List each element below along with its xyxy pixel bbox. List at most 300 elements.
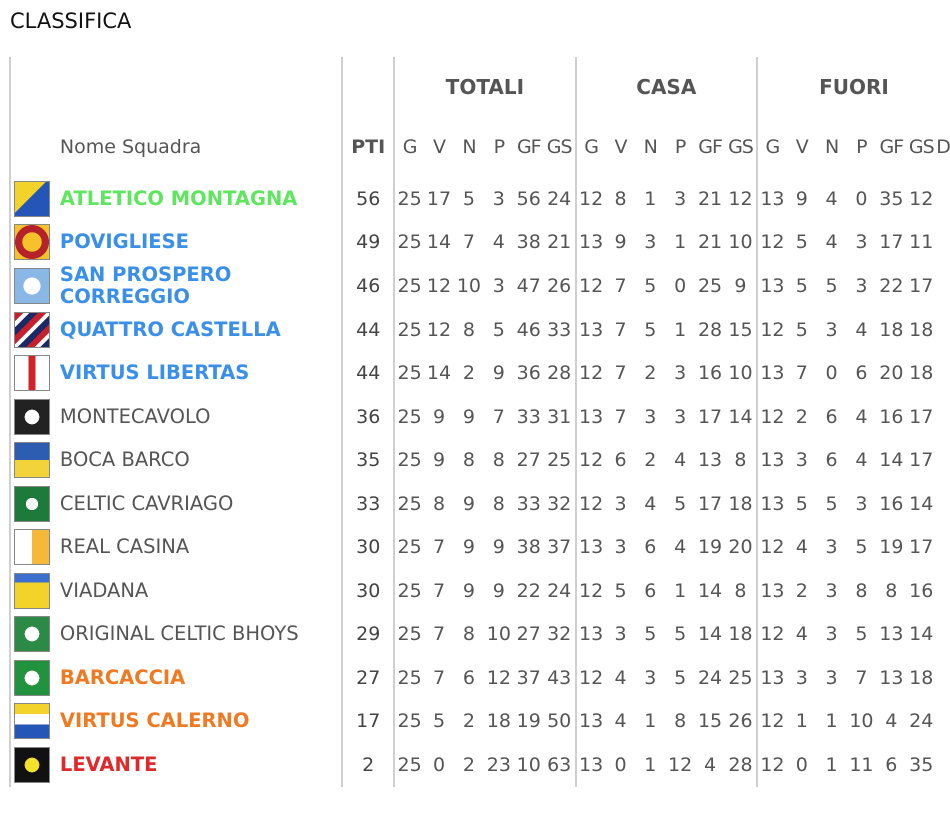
tot-p-value: 5 (492, 318, 505, 341)
casa-v-value: 6 (614, 449, 627, 472)
casa-v-value: 7 (614, 318, 627, 341)
logo-header-cell (10, 57, 54, 117)
casa-gs-value: 28 (728, 753, 753, 776)
fuori-gs-value: 24 (909, 710, 934, 733)
logo-column-header (10, 117, 54, 177)
casa-p-value: 4 (674, 536, 687, 559)
san-prospero-crest-icon (14, 268, 50, 304)
team-name[interactable]: LEVANTE (59, 752, 158, 776)
fuori-n-value: 0 (825, 362, 838, 385)
tot-gs-value: 24 (547, 187, 572, 210)
fuori-v-value: 5 (795, 318, 808, 341)
table-row (10, 482, 950, 526)
tot-g-value: 25 (394, 526, 424, 570)
table-row (10, 569, 950, 613)
extra-cell (936, 395, 950, 439)
extra-cell (936, 177, 950, 221)
tot-p-value: 12 (486, 666, 511, 689)
fuori-gf-value: 6 (885, 753, 898, 776)
tot-v-value: 12 (426, 275, 452, 297)
totali-g-column-header: G (394, 117, 424, 177)
team-points: 17 (342, 700, 394, 744)
fuori-p-column-header: P (856, 136, 867, 158)
fuori-p-value: 10 (849, 710, 874, 733)
team-points: 27 (342, 656, 394, 700)
casa-g-value: 13 (576, 613, 606, 657)
casa-n-value: 2 (644, 362, 657, 385)
quattro-castella-crest-icon (14, 312, 50, 348)
fuori-p-value: 5 (855, 623, 868, 646)
table-row (10, 177, 950, 221)
fuori-p-value: 3 (855, 275, 868, 297)
team-name: BOCA BARCO (59, 448, 190, 472)
team-name: CELTIC CAVRIAGO (59, 491, 234, 515)
tot-n-value: 8 (462, 318, 475, 341)
extra-column-header: D (936, 136, 950, 158)
team-name[interactable]: VIRTUS LIBERTAS (59, 361, 250, 385)
casa-gf-value: 15 (697, 710, 723, 733)
table-row (10, 613, 950, 657)
extra-cell (936, 743, 950, 787)
atletico-montagna-crest-icon (14, 181, 50, 217)
tot-n-value: 9 (462, 536, 475, 559)
casa-v-value: 9 (614, 231, 627, 254)
extra-cell (936, 656, 950, 700)
team-points: 46 (342, 264, 394, 308)
tot-p-value: 3 (492, 187, 505, 210)
fuori-gf-value: 13 (879, 666, 904, 689)
fuori-g-value: 12 (757, 613, 787, 657)
fuori-p-value: 7 (855, 666, 868, 689)
boca-barco-crest-icon (14, 442, 50, 478)
casa-v-value: 7 (614, 362, 627, 385)
tot-gf-value: 27 (516, 449, 541, 472)
fuori-n-value: 4 (825, 231, 838, 254)
tot-v-value: 12 (426, 318, 452, 341)
casa-g-column-header: G (576, 117, 606, 177)
tot-p-value: 3 (492, 275, 505, 297)
team-name[interactable]: ATLETICO MONTAGNA (59, 186, 298, 210)
fuori-v-value: 3 (795, 449, 808, 472)
tot-n-value: 5 (462, 187, 475, 210)
casa-v-value: 4 (614, 666, 627, 689)
fuori-gf-column-header: GF (879, 136, 904, 158)
fuori-v-value: 9 (795, 187, 808, 210)
extra-cell (936, 526, 950, 570)
barcaccia-crest-icon (14, 660, 50, 696)
group-casa: CASA (576, 57, 757, 117)
tot-v-value: 8 (432, 492, 446, 515)
fuori-gf-value: 19 (879, 536, 904, 559)
fuori-p-value: 3 (855, 492, 868, 515)
team-points: 29 (342, 613, 394, 657)
fuori-p-value: 11 (849, 753, 874, 776)
table-row (10, 264, 950, 308)
fuori-n-value: 6 (825, 405, 838, 428)
casa-g-value: 12 (576, 439, 606, 483)
fuori-v-column-header: V (795, 136, 808, 158)
table-row (10, 395, 950, 439)
team-name[interactable]: SAN PROSPERO CORREGGIO (59, 264, 232, 308)
casa-n-value: 6 (644, 579, 657, 602)
fuori-gs-column-header: GS (908, 136, 934, 158)
fuori-gs-value: 14 (909, 492, 934, 515)
fuori-gf-value: 8 (885, 579, 898, 602)
casa-n-value: 5 (644, 275, 657, 297)
team-logo-cell (10, 700, 54, 744)
tot-gs-value: 43 (547, 666, 572, 689)
casa-n-value: 1 (644, 753, 657, 776)
casa-gf-value: 16 (697, 362, 723, 385)
casa-gf-value: 17 (697, 492, 723, 515)
team-name-column-header: Nome Squadra (59, 136, 202, 158)
casa-n-value: 5 (644, 623, 657, 646)
tot-gs-value: 25 (547, 449, 572, 472)
totali-gs-column-header: GS (546, 136, 572, 158)
levante-crest-icon (14, 747, 50, 783)
fuori-g-value: 12 (757, 743, 787, 787)
casa-v-value: 7 (614, 405, 627, 428)
extra-cell (936, 221, 950, 265)
fuori-n-value: 3 (825, 666, 838, 689)
fuori-g-value: 13 (757, 439, 787, 483)
fuori-gf-value: 14 (879, 449, 904, 472)
tot-n-value: 2 (462, 362, 475, 385)
fuori-gs-value: 17 (909, 275, 934, 297)
table-bottom-border (9, 794, 344, 795)
casa-v-value: 0 (614, 753, 627, 776)
tot-p-value: 10 (486, 623, 511, 646)
fuori-g-value: 12 (757, 221, 787, 265)
team-logo-cell (10, 569, 54, 613)
casa-g-value: 12 (576, 482, 606, 526)
fuori-n-value: 5 (825, 275, 838, 297)
fuori-v-value: 5 (795, 275, 808, 297)
casa-gf-value: 21 (697, 231, 723, 254)
fuori-gs-value: 18 (909, 666, 934, 689)
fuori-g-value: 13 (757, 482, 787, 526)
tot-n-value: 10 (456, 275, 482, 297)
tot-gf-value: 38 (516, 536, 541, 559)
extra-cell (936, 439, 950, 483)
fuori-v-value: 2 (795, 579, 808, 602)
tot-gs-value: 50 (547, 710, 572, 733)
fuori-n-value: 6 (825, 449, 838, 472)
original-celtic-bhoys-crest-icon (14, 616, 50, 652)
fuori-g-value: 13 (757, 656, 787, 700)
tot-gf-value: 27 (516, 623, 541, 646)
table-row (10, 308, 950, 352)
fuori-g-value: 12 (757, 308, 787, 352)
fuori-gf-value: 35 (879, 187, 904, 210)
fuori-gf-value: 16 (879, 405, 904, 428)
fuori-gf-value: 22 (879, 275, 904, 297)
fuori-gs-value: 18 (909, 362, 934, 385)
fuori-gf-value: 13 (879, 623, 904, 646)
casa-n-value: 1 (644, 710, 657, 733)
casa-v-value: 3 (614, 623, 627, 646)
team-logo-cell (10, 482, 54, 526)
team-points: 44 (342, 308, 394, 352)
casa-g-value: 12 (576, 656, 606, 700)
extra-cell (936, 700, 950, 744)
team-points: 35 (342, 439, 394, 483)
fuori-gf-value: 20 (879, 362, 904, 385)
fuori-n-value: 4 (825, 187, 838, 210)
table-row (10, 221, 950, 265)
fuori-g-column-header: G (757, 117, 787, 177)
casa-p-value: 5 (674, 492, 687, 515)
points-column-header: PTI (342, 117, 394, 177)
team-points: 49 (342, 221, 394, 265)
fuori-v-value: 7 (795, 362, 808, 385)
fuori-n-column-header: N (824, 136, 839, 158)
casa-gs-value: 18 (728, 492, 753, 515)
tot-n-value: 7 (462, 231, 475, 254)
casa-n-value: 3 (644, 666, 657, 689)
tot-g-value: 25 (394, 264, 424, 308)
tot-p-value: 9 (492, 536, 505, 559)
team-name[interactable]: VIRTUS CALERNO (59, 709, 250, 733)
casa-v-column-header: V (614, 136, 627, 158)
casa-n-value: 3 (644, 405, 657, 428)
table-row (10, 656, 950, 700)
team-points: 2 (342, 743, 394, 787)
fuori-n-value: 5 (825, 492, 838, 515)
tot-gf-value: 56 (516, 187, 541, 210)
tot-g-value: 25 (394, 352, 424, 396)
casa-g-value: 13 (576, 700, 606, 744)
casa-v-value: 5 (614, 579, 627, 602)
team-logo-cell (10, 395, 54, 439)
fuori-p-value: 4 (855, 449, 868, 472)
tot-gf-value: 33 (516, 405, 541, 428)
viadana-crest-icon (14, 573, 50, 609)
team-name[interactable]: BARCACCIA (59, 665, 186, 689)
tot-gs-value: 63 (547, 753, 572, 776)
fuori-n-value: 3 (825, 318, 838, 341)
extra-cell (936, 569, 950, 613)
team-logo-cell (10, 308, 54, 352)
casa-p-value: 8 (674, 710, 687, 733)
casa-p-value: 1 (674, 579, 687, 602)
tot-n-value: 9 (462, 492, 475, 515)
casa-gf-value: 14 (697, 623, 723, 646)
casa-g-value: 12 (576, 177, 606, 221)
tot-gs-value: 21 (547, 231, 572, 254)
casa-g-value: 13 (576, 308, 606, 352)
casa-p-column-header: P (674, 136, 686, 158)
casa-g-value: 13 (576, 221, 606, 265)
real-casina-crest-icon (14, 529, 50, 565)
fuori-gs-value: 14 (909, 623, 934, 646)
tot-v-value: 7 (432, 536, 446, 559)
tot-g-value: 25 (394, 743, 424, 787)
casa-p-value: 4 (674, 449, 687, 472)
tot-v-value: 7 (432, 666, 446, 689)
tot-g-value: 25 (394, 569, 424, 613)
fuori-p-value: 4 (855, 318, 868, 341)
casa-gf-value: 4 (704, 753, 717, 776)
fuori-p-value: 0 (855, 187, 868, 210)
casa-gs-value: 10 (728, 231, 753, 254)
tot-v-value: 5 (432, 710, 446, 733)
tot-v-value: 14 (426, 231, 452, 254)
casa-g-value: 13 (576, 743, 606, 787)
group-fuori: FUORI (757, 57, 950, 117)
fuori-gs-value: 12 (909, 187, 934, 210)
tot-g-value: 25 (394, 439, 424, 483)
team-logo-cell (10, 264, 54, 308)
virtus-calerno-crest-icon (14, 703, 50, 739)
casa-g-value: 12 (576, 569, 606, 613)
fuori-gf-value: 4 (885, 710, 898, 733)
column-header-row (10, 117, 950, 177)
casa-gs-column-header: GS (728, 136, 753, 158)
tot-n-value: 2 (462, 753, 475, 776)
casa-gf-value: 28 (697, 318, 723, 341)
casa-gs-value: 25 (728, 666, 753, 689)
casa-v-value: 3 (614, 536, 627, 559)
fuori-g-value: 12 (757, 395, 787, 439)
casa-v-value: 7 (614, 275, 627, 297)
casa-gf-value: 25 (697, 275, 723, 297)
povigliese-crest-icon (14, 224, 50, 260)
fuori-g-value: 13 (757, 264, 787, 308)
casa-n-value: 1 (644, 187, 657, 210)
casa-p-value: 5 (674, 623, 687, 646)
extra-cell (936, 352, 950, 396)
casa-p-value: 3 (674, 187, 687, 210)
team-name[interactable]: QUATTRO CASTELLA (59, 317, 281, 341)
team-logo-cell (10, 221, 54, 265)
extra-cell (936, 308, 950, 352)
fuori-v-value: 5 (795, 231, 808, 254)
casa-n-column-header: N (643, 136, 657, 158)
team-logo-cell (10, 352, 54, 396)
tot-gf-value: 10 (516, 753, 541, 776)
casa-gs-value: 18 (728, 623, 753, 646)
casa-v-value: 3 (614, 492, 627, 515)
casa-gs-value: 10 (728, 362, 753, 385)
casa-n-value: 4 (644, 492, 657, 515)
tot-p-value: 23 (486, 753, 511, 776)
casa-v-value: 4 (614, 710, 627, 733)
casa-gs-value: 14 (728, 405, 753, 428)
fuori-p-value: 3 (855, 231, 868, 254)
team-name: ORIGINAL CELTIC BHOYS (59, 622, 299, 646)
team-logo-cell (10, 613, 54, 657)
team-name[interactable]: POVIGLIESE (59, 230, 189, 254)
name-header-spacer (54, 57, 342, 117)
fuori-gf-value: 18 (879, 318, 904, 341)
casa-gf-value: 24 (697, 666, 723, 689)
casa-n-value: 6 (644, 536, 657, 559)
tot-gs-value: 24 (547, 579, 572, 602)
tot-g-value: 25 (394, 613, 424, 657)
tot-g-value: 25 (394, 482, 424, 526)
fuori-gs-value: 35 (909, 753, 934, 776)
team-points: 30 (342, 526, 394, 570)
pti-header-spacer (342, 57, 394, 117)
team-points: 44 (342, 352, 394, 396)
team-logo-cell (10, 439, 54, 483)
tot-gs-value: 28 (547, 362, 572, 385)
casa-p-value: 1 (674, 231, 687, 254)
fuori-p-value: 6 (855, 362, 868, 385)
totali-v-column-header: V (433, 136, 445, 158)
casa-g-value: 13 (576, 395, 606, 439)
page-title: CLASSIFICA (10, 9, 132, 33)
fuori-v-value: 2 (795, 405, 808, 428)
tot-n-value: 9 (462, 579, 475, 602)
tot-n-value: 9 (462, 405, 475, 428)
tot-p-value: 4 (492, 231, 505, 254)
tot-p-value: 8 (492, 492, 505, 515)
fuori-v-value: 4 (795, 536, 808, 559)
table-row (10, 526, 950, 570)
casa-p-value: 3 (674, 362, 687, 385)
casa-gs-value: 15 (728, 318, 753, 341)
tot-gs-value: 33 (547, 318, 572, 341)
tot-v-value: 9 (432, 449, 446, 472)
extra-cell (936, 482, 950, 526)
tot-gf-value: 46 (516, 318, 541, 341)
tot-gs-value: 37 (547, 536, 572, 559)
tot-g-value: 25 (394, 700, 424, 744)
fuori-gs-value: 16 (909, 579, 934, 602)
casa-p-value: 12 (668, 753, 693, 776)
tot-p-value: 9 (492, 579, 505, 602)
totali-p-column-header: P (493, 136, 505, 158)
casa-v-value: 8 (614, 187, 627, 210)
fuori-gs-value: 18 (909, 318, 934, 341)
fuori-v-value: 4 (795, 623, 808, 646)
virtus-libertas-crest-icon (14, 355, 50, 391)
tot-g-value: 25 (394, 308, 424, 352)
fuori-g-value: 12 (757, 526, 787, 570)
team-logo-cell (10, 177, 54, 221)
tot-gf-value: 37 (516, 666, 541, 689)
fuori-g-value: 13 (757, 177, 787, 221)
celtic-cavriago-crest-icon (14, 486, 50, 522)
fuori-g-value: 13 (757, 352, 787, 396)
extra-cell (936, 264, 950, 308)
casa-gs-value: 8 (734, 449, 747, 472)
casa-gf-value: 19 (697, 536, 723, 559)
casa-gs-value: 12 (728, 187, 753, 210)
fuori-v-value: 5 (795, 492, 808, 515)
table-row (10, 352, 950, 396)
tot-gf-value: 47 (516, 275, 541, 297)
team-name: MONTECAVOLO (59, 404, 211, 428)
fuori-n-value: 1 (825, 753, 838, 776)
tot-v-value: 0 (432, 753, 446, 776)
casa-gs-value: 8 (734, 579, 747, 602)
tot-g-value: 25 (394, 395, 424, 439)
tot-gs-value: 31 (547, 405, 572, 428)
casa-n-value: 2 (644, 449, 657, 472)
tot-gf-value: 38 (516, 231, 541, 254)
team-logo-cell (10, 526, 54, 570)
team-points: 36 (342, 395, 394, 439)
team-logo-cell (10, 743, 54, 787)
fuori-v-value: 3 (795, 666, 808, 689)
team-points: 30 (342, 569, 394, 613)
group-header-row (10, 57, 950, 117)
tot-n-value: 8 (462, 623, 475, 646)
casa-gf-value: 14 (697, 579, 723, 602)
